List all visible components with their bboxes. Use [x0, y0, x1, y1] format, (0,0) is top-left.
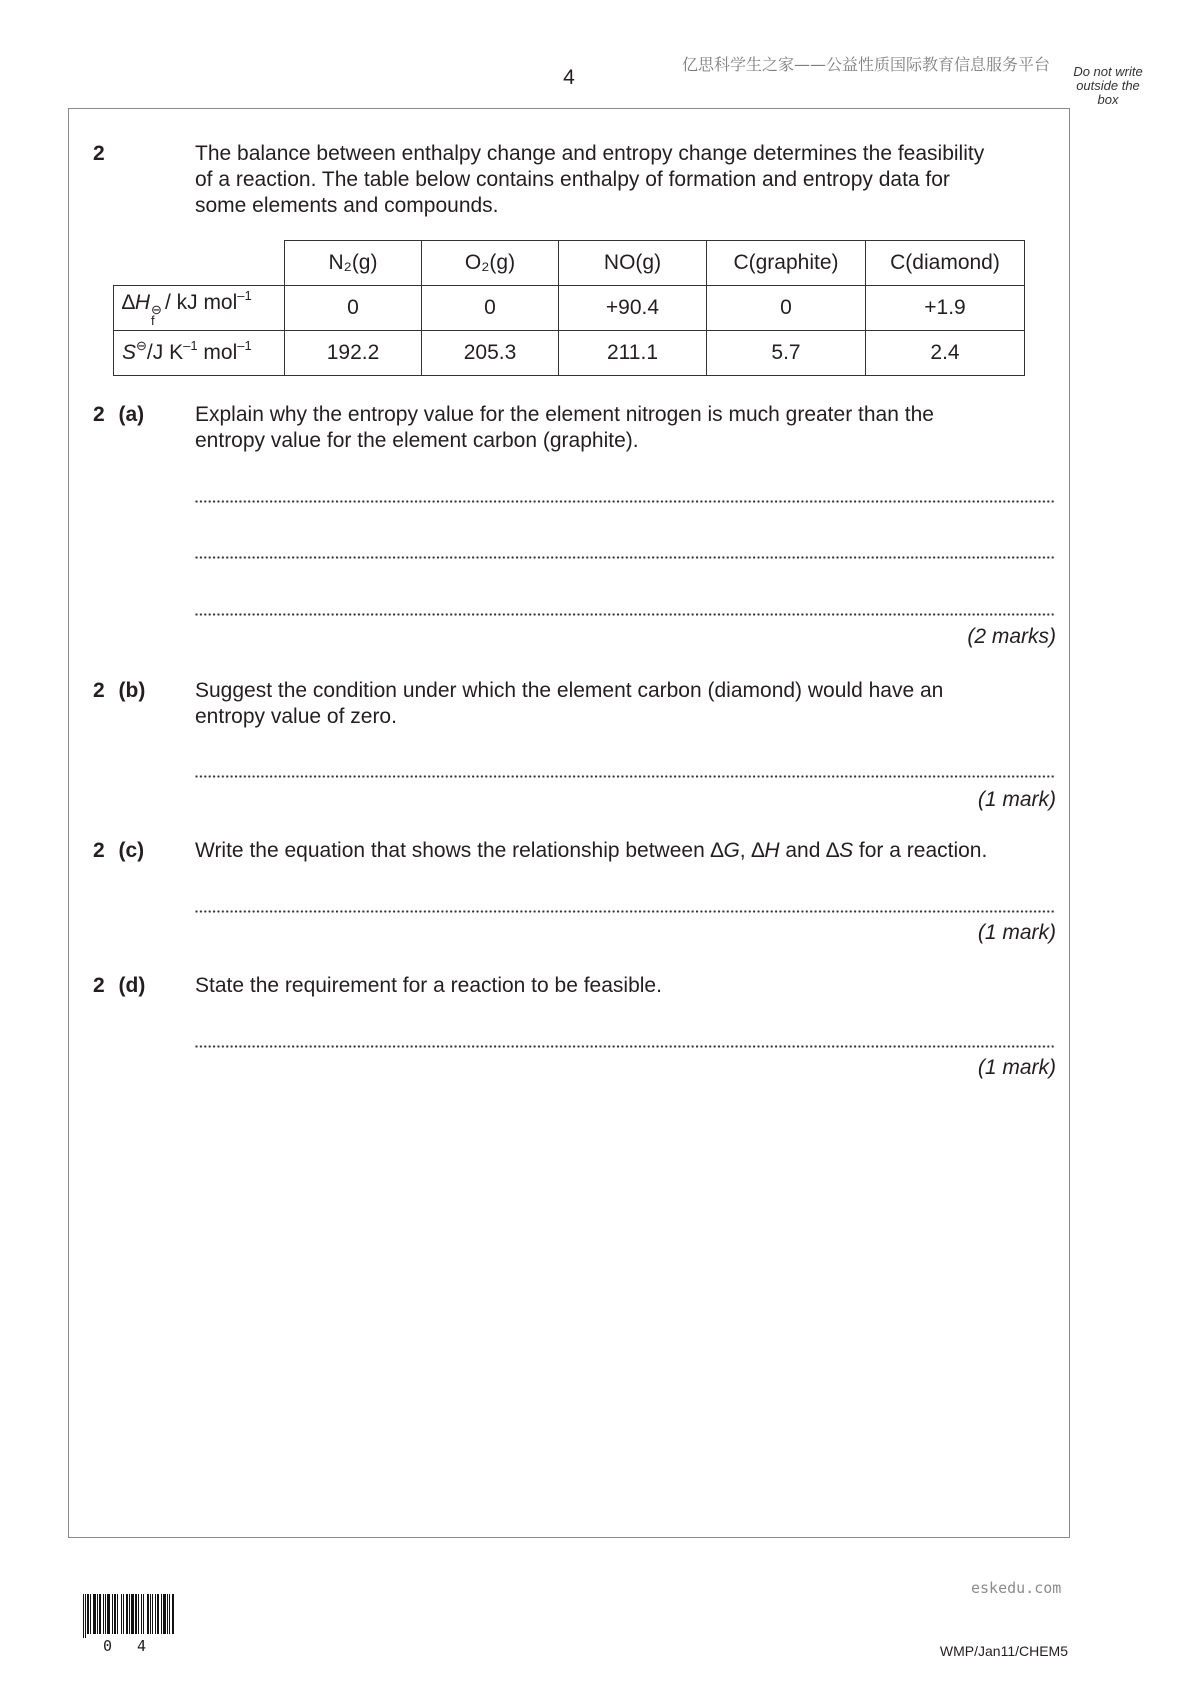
barcode-bar	[138, 1594, 139, 1634]
barcode-bar	[155, 1594, 156, 1634]
barcode-bar	[87, 1594, 89, 1634]
barcode-bar	[93, 1594, 96, 1634]
answer-line	[195, 1045, 1056, 1048]
barcode-bar	[129, 1594, 130, 1634]
question-intro	[195, 141, 984, 219]
barcode-bar	[172, 1594, 174, 1634]
barcode-number: 0 4	[103, 1637, 155, 1655]
part-text-segment: for a reaction.	[853, 839, 988, 862]
question-number: 2	[93, 142, 105, 165]
part-d-marks: (1 mark)	[977, 1056, 1056, 1079]
column-header: C(graphite)	[707, 241, 866, 286]
intro-line: The balance between enthalpy change and entropy change determines the feasibility	[195, 142, 985, 165]
table-header-row	[114, 241, 1025, 286]
part-text-line: State the requirement for a reaction to be feasible.	[195, 974, 662, 997]
formation-subscript: f	[151, 312, 155, 328]
table-cell: 0	[422, 286, 559, 331]
part-a-marks: (2 marks)	[967, 625, 1056, 648]
part-d-text	[195, 973, 662, 999]
part-text-line: entropy value of zero.	[195, 705, 397, 728]
part-text-line: entropy value for the element carbon (graphite).	[195, 429, 639, 452]
part-a-text	[195, 402, 934, 454]
table-cell: 0	[285, 286, 422, 331]
barcode-bar	[126, 1594, 128, 1634]
table-cell: 205.3	[422, 331, 559, 376]
standard-state-symbol: ⊖	[136, 338, 147, 353]
barcode-bar	[107, 1594, 110, 1634]
unit-text: / kJ mol	[164, 290, 238, 314]
watermark-header: 亿思科学生之家——公益性质国际教育信息服务平台	[682, 55, 1051, 74]
barcode-bar	[143, 1594, 144, 1634]
barcode-bar	[152, 1594, 153, 1634]
part-text-line: Suggest the condition under which the element carbon (diamond) would have an	[195, 679, 944, 702]
unit-text: /J K	[146, 341, 184, 364]
answer-line	[195, 775, 1056, 778]
enthalpy-symbol: H	[134, 290, 151, 314]
barcode-bar	[135, 1594, 137, 1634]
barcode	[83, 1594, 177, 1638]
barcode-bar	[141, 1594, 142, 1634]
barcode-bar	[163, 1594, 166, 1634]
part-text-segment: and ∆	[779, 839, 840, 862]
unit-exponent: –1	[183, 338, 198, 353]
table-cell: +90.4	[559, 286, 707, 331]
delta-symbol: ∆	[122, 290, 135, 314]
entropy-symbol: S	[839, 839, 854, 862]
standard-formation-marks	[151, 301, 162, 328]
table-cell: 211.1	[559, 331, 707, 376]
unit-exponent: –1	[237, 338, 252, 353]
table-cell: +1.9	[866, 286, 1025, 331]
column-header: O₂(g)	[422, 241, 559, 286]
part-c-marks: (1 mark)	[977, 921, 1056, 944]
barcode-bar	[105, 1594, 106, 1634]
part-b-marks: (1 mark)	[977, 788, 1056, 811]
answer-line	[195, 556, 1056, 559]
barcode-bar	[97, 1594, 98, 1634]
barcode-bar	[123, 1594, 124, 1634]
intro-line: of a reaction. The table below contains enthalpy of formation and entropy data for	[195, 168, 950, 191]
part-b-label: 2 (b)	[93, 679, 146, 702]
barcode-bar	[147, 1594, 149, 1634]
barcode-bar	[150, 1594, 151, 1634]
paper-code: WMP/Jan11/CHEM5	[939, 1643, 1068, 1659]
barcode-bar	[161, 1594, 162, 1634]
unit-text: mol	[197, 341, 238, 364]
part-text-segment: , ∆	[739, 839, 765, 862]
answer-line	[195, 500, 1056, 503]
barcode-bar	[169, 1594, 170, 1634]
barcode-bar	[99, 1594, 101, 1634]
barcode-bar	[83, 1594, 84, 1638]
gibbs-symbol: G	[723, 839, 740, 862]
barcode-bar	[90, 1594, 91, 1634]
margin-note-line: outside the	[1076, 78, 1140, 93]
page-number: 4	[563, 66, 575, 89]
answer-line	[195, 613, 1056, 616]
site-watermark: eskedu.com	[971, 1579, 1062, 1597]
table-row	[114, 331, 1025, 376]
intro-line: some elements and compounds.	[195, 194, 499, 217]
table-cell: 5.7	[707, 331, 866, 376]
table-cell: 192.2	[285, 331, 422, 376]
entropy-symbol: S	[122, 341, 137, 364]
table-cell: 2.4	[866, 331, 1025, 376]
part-text-segment: Write the equation that shows the relationship between ∆	[195, 839, 724, 862]
margin-note	[1072, 65, 1144, 107]
data-table	[113, 240, 1025, 376]
answer-line	[195, 910, 1056, 913]
barcode-bar	[167, 1594, 168, 1634]
table-corner-cell	[114, 241, 285, 286]
barcode-bar	[112, 1594, 113, 1634]
row-label-entropy	[114, 331, 285, 376]
barcode-bar	[85, 1594, 86, 1638]
barcode-bar	[117, 1594, 118, 1634]
table-cell: 0	[707, 286, 866, 331]
column-header: C(diamond)	[866, 241, 1025, 286]
column-header: NO(g)	[559, 241, 707, 286]
part-c-text	[195, 838, 987, 864]
barcode-bar	[103, 1594, 104, 1634]
barcode-bar	[131, 1594, 134, 1634]
part-a-label: 2 (a)	[93, 403, 145, 426]
part-d-label: 2 (d)	[93, 974, 146, 997]
margin-note-line: box	[1097, 92, 1119, 107]
unit-exponent: –1	[237, 287, 252, 303]
barcode-bar	[114, 1594, 116, 1634]
row-label-enthalpy	[114, 286, 285, 331]
column-header: N₂(g)	[285, 241, 422, 286]
barcode-bar	[157, 1594, 159, 1634]
part-b-text	[195, 678, 943, 730]
part-text-line: Explain why the entropy value for the element nitrogen is much greater than the	[195, 403, 934, 426]
part-c-label: 2 (c)	[93, 839, 145, 862]
margin-note-line: Do not write	[1073, 64, 1143, 79]
enthalpy-symbol: H	[764, 839, 780, 862]
standard-state-symbol: ⊖	[151, 301, 162, 317]
barcode-bar	[121, 1594, 122, 1634]
table-row	[114, 286, 1025, 331]
